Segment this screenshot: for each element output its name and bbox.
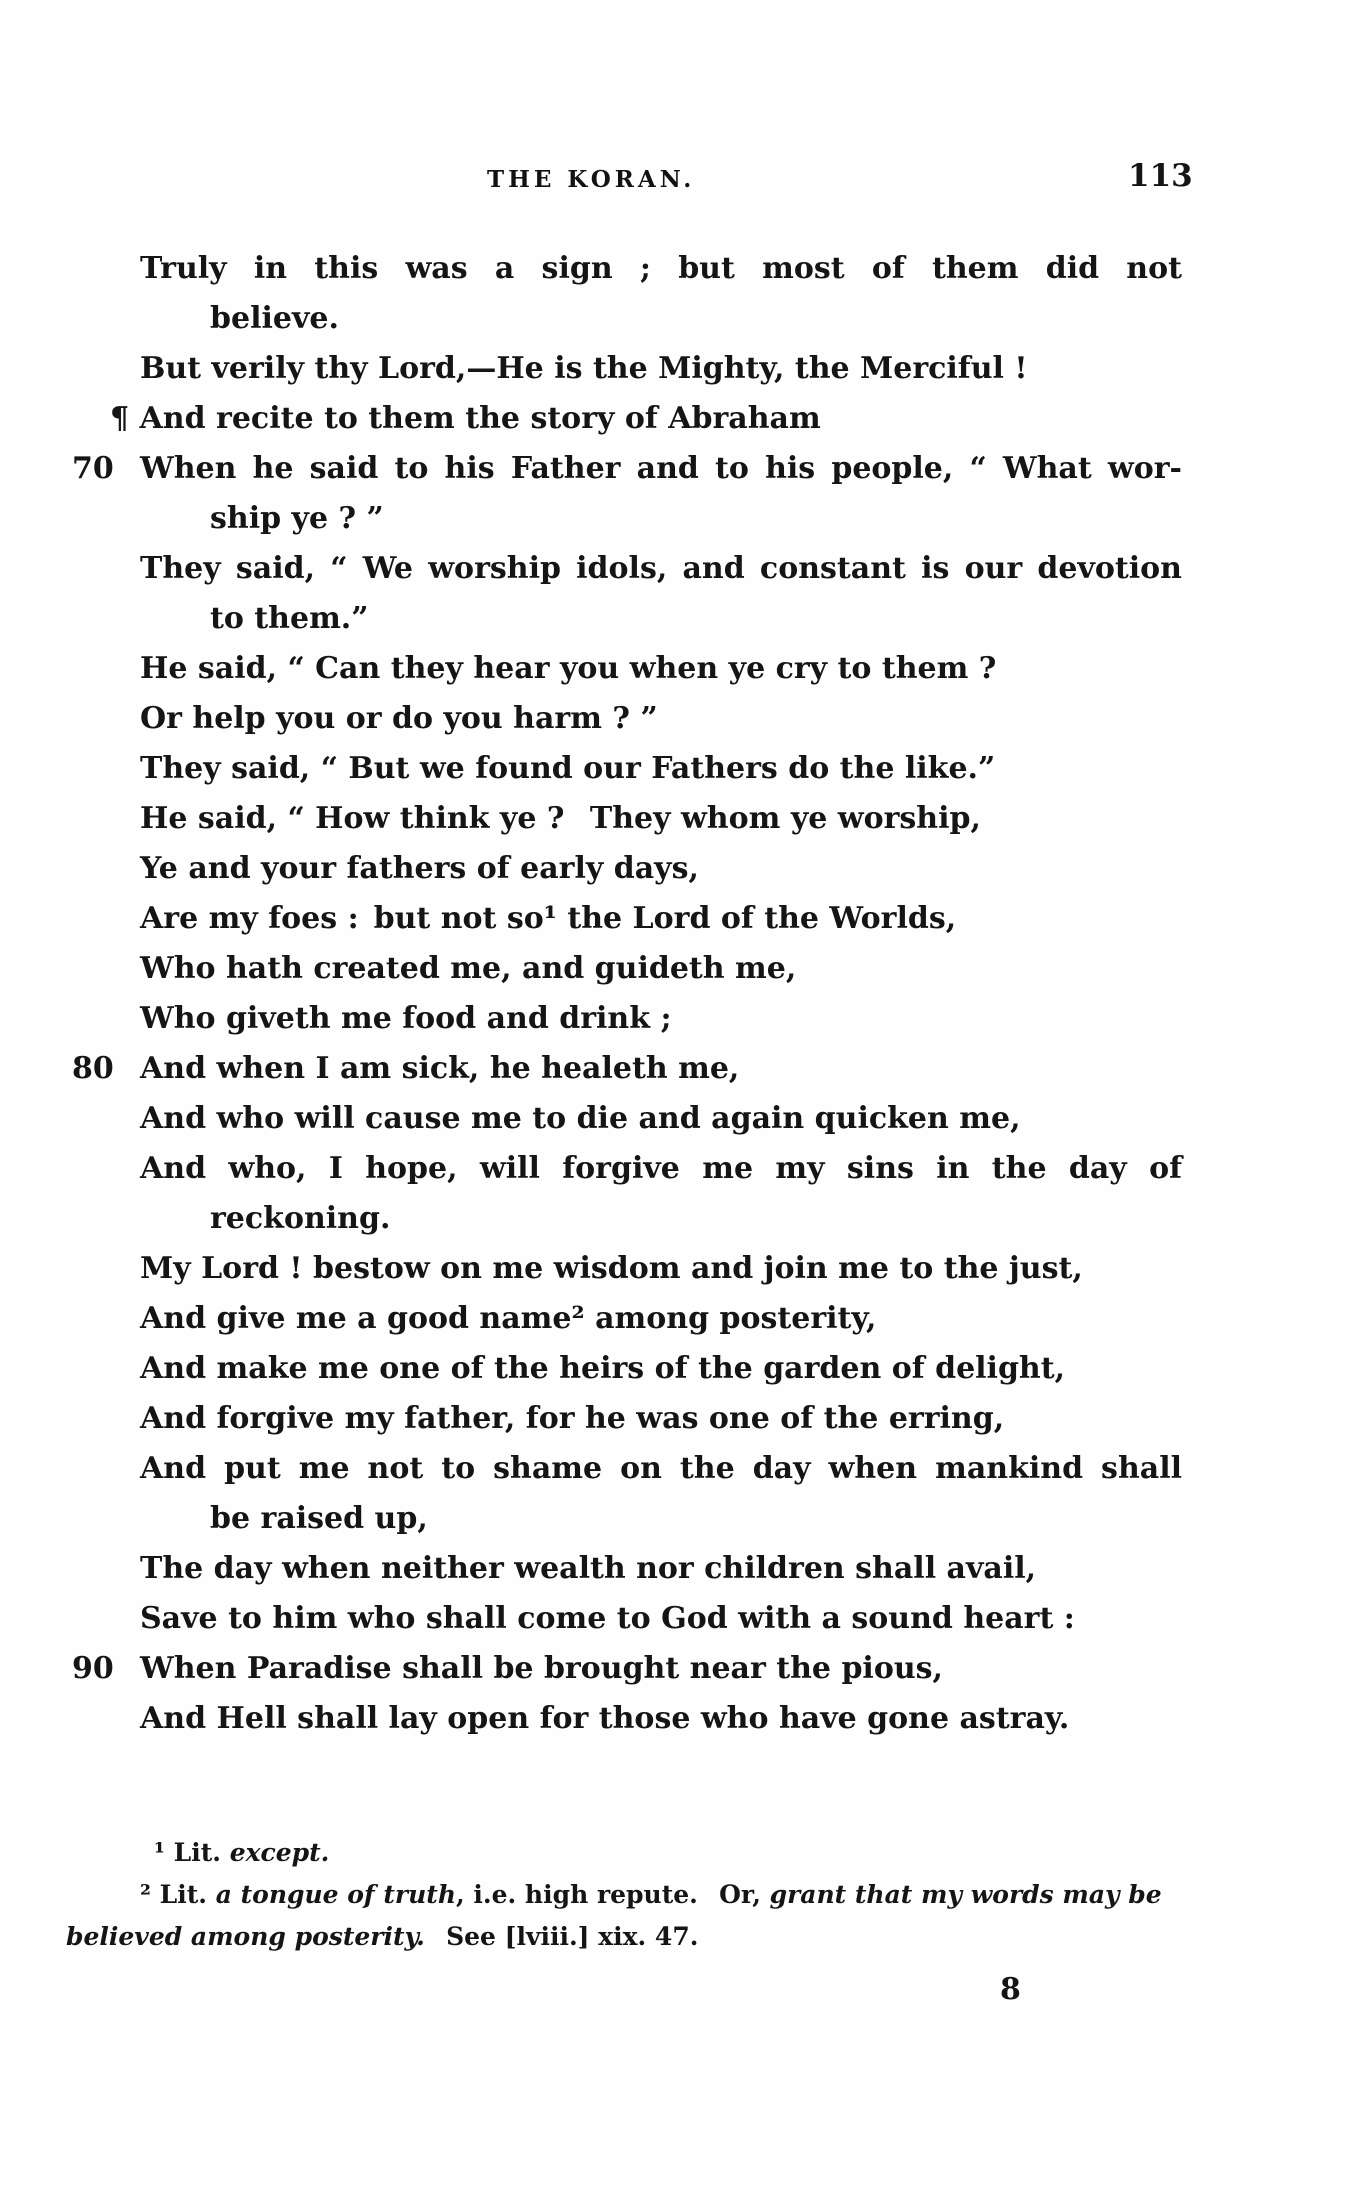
footnotes xyxy=(66,1832,1196,1958)
verse-line xyxy=(140,1094,1182,1144)
verse-line-text: reckoning. xyxy=(210,1201,391,1236)
verse-line-text: When he said to his Father and to his people, “ What wor- xyxy=(140,451,1182,486)
verse-line-text: Truly in this was a sign ; but most of them did not xyxy=(140,251,1182,286)
verse-line-text: And forgive my father, for he was one of the erring, xyxy=(140,1401,1005,1436)
verse-lines xyxy=(72,244,1182,1744)
verse-line xyxy=(140,544,1182,594)
verse-line xyxy=(140,1294,1182,1344)
verse-line xyxy=(140,1694,1182,1744)
verse-line-text: My Lord ! bestow on me wisdom and join me to the just, xyxy=(140,1251,1083,1286)
footnote-line xyxy=(140,1874,1196,1916)
verse-line-text: be raised up, xyxy=(210,1501,428,1536)
verse-line-text: But verily thy Lord,—He is the Mighty, the Merciful ! xyxy=(140,351,1028,386)
verse-line xyxy=(72,1044,1182,1094)
verse-line xyxy=(140,644,1182,694)
footnote-text: grant that my words may be xyxy=(769,1880,1162,1909)
verse-line xyxy=(140,1244,1182,1294)
verse-line xyxy=(140,1494,1182,1544)
footnote-text: except. xyxy=(229,1838,330,1867)
verse-line xyxy=(140,994,1182,1044)
running-title: THE KORAN. xyxy=(487,166,696,193)
verse-line xyxy=(140,894,1182,944)
verse-line xyxy=(140,344,1182,394)
verse-line-text: And put me not to shame on the day when mankind shall xyxy=(140,1451,1182,1486)
verse-line xyxy=(140,694,1182,744)
verse-line-text: He said, “ Can they hear you when ye cry to them ? xyxy=(140,651,997,686)
signature-mark: 8 xyxy=(1000,1972,1021,2007)
verse-line xyxy=(140,844,1182,894)
footnote-text: ² Lit. xyxy=(140,1880,216,1909)
verse-line-text: The day when neither wealth nor children shall avail, xyxy=(140,1551,1037,1586)
verse-line xyxy=(72,1644,1182,1694)
verse-line xyxy=(110,394,1182,444)
footnote-text: a tongue of truth xyxy=(215,1880,457,1909)
footnote-text: believed among posterity. xyxy=(66,1922,425,1951)
verse-number: 70 xyxy=(72,451,114,486)
verse-line xyxy=(140,1444,1182,1494)
verse-line-text: They said, “ But we found our Fathers do the like.” xyxy=(140,751,996,786)
verse-line xyxy=(140,1594,1182,1644)
verse-line-text: ¶ And recite to them the story of Abraham xyxy=(110,401,821,436)
verse-line-text: Save to him who shall come to God with a sound heart : xyxy=(140,1601,1075,1636)
verse-line xyxy=(140,944,1182,994)
verse-number: 90 xyxy=(72,1651,114,1686)
verse-line-text: Or help you or do you harm ? ” xyxy=(140,701,658,736)
verse-line-text: And who, I hope, will forgive me my sins in the day of xyxy=(140,1151,1182,1186)
verse-line-text: Ye and your fathers of early days, xyxy=(140,851,699,886)
verse-line-text: When Paradise shall be brought near the pious, xyxy=(140,1651,943,1686)
verse-line-text: Who giveth me food and drink ; xyxy=(140,1001,672,1036)
footnote-line xyxy=(140,1832,1196,1874)
verse-line xyxy=(140,794,1182,844)
verse-line xyxy=(140,1194,1182,1244)
verse-line-text: He said, “ How think ye ? They whom ye worship, xyxy=(140,801,981,836)
verse-line-text: Are my foes : but not so¹ the Lord of the Worlds, xyxy=(140,901,957,936)
verse-line-text: ship ye ? ” xyxy=(210,501,384,536)
verse-line xyxy=(72,444,1182,494)
verse-line xyxy=(140,1394,1182,1444)
verse-line xyxy=(140,494,1182,544)
verse-line xyxy=(140,594,1182,644)
verse-line-text: believe. xyxy=(210,301,339,336)
footnote-line xyxy=(66,1916,1196,1958)
verse-line-text: to them.” xyxy=(210,601,369,636)
verse-line xyxy=(140,744,1182,794)
verse-number: 80 xyxy=(72,1051,114,1086)
verse-line xyxy=(140,244,1182,294)
verse-line-text: Who hath created me, and guideth me, xyxy=(140,951,797,986)
verse-line xyxy=(140,1344,1182,1394)
verse-line-text: And Hell shall lay open for those who have gone astray. xyxy=(140,1701,1070,1736)
verse-line-text: And give me a good name² among posterity, xyxy=(140,1301,877,1336)
verse-line xyxy=(140,1544,1182,1594)
verse-line xyxy=(140,1144,1182,1194)
footnote-text: ¹ Lit. xyxy=(154,1838,230,1867)
page-number: 113 xyxy=(1128,158,1193,194)
verse-line-text: And when I am sick, he healeth me, xyxy=(140,1051,740,1086)
verse-line-text: They said, “ We worship idols, and constant is our devotion xyxy=(140,551,1182,586)
verse-line-text: And make me one of the heirs of the garden of delight, xyxy=(140,1351,1066,1386)
footnote-text: See [lviii.] xix. 47. xyxy=(424,1922,699,1951)
footnote-text: , i.e. high repute. Or, xyxy=(456,1880,770,1909)
verse-line xyxy=(140,294,1182,344)
verse-line-text: And who will cause me to die and again quicken me, xyxy=(140,1101,1021,1136)
